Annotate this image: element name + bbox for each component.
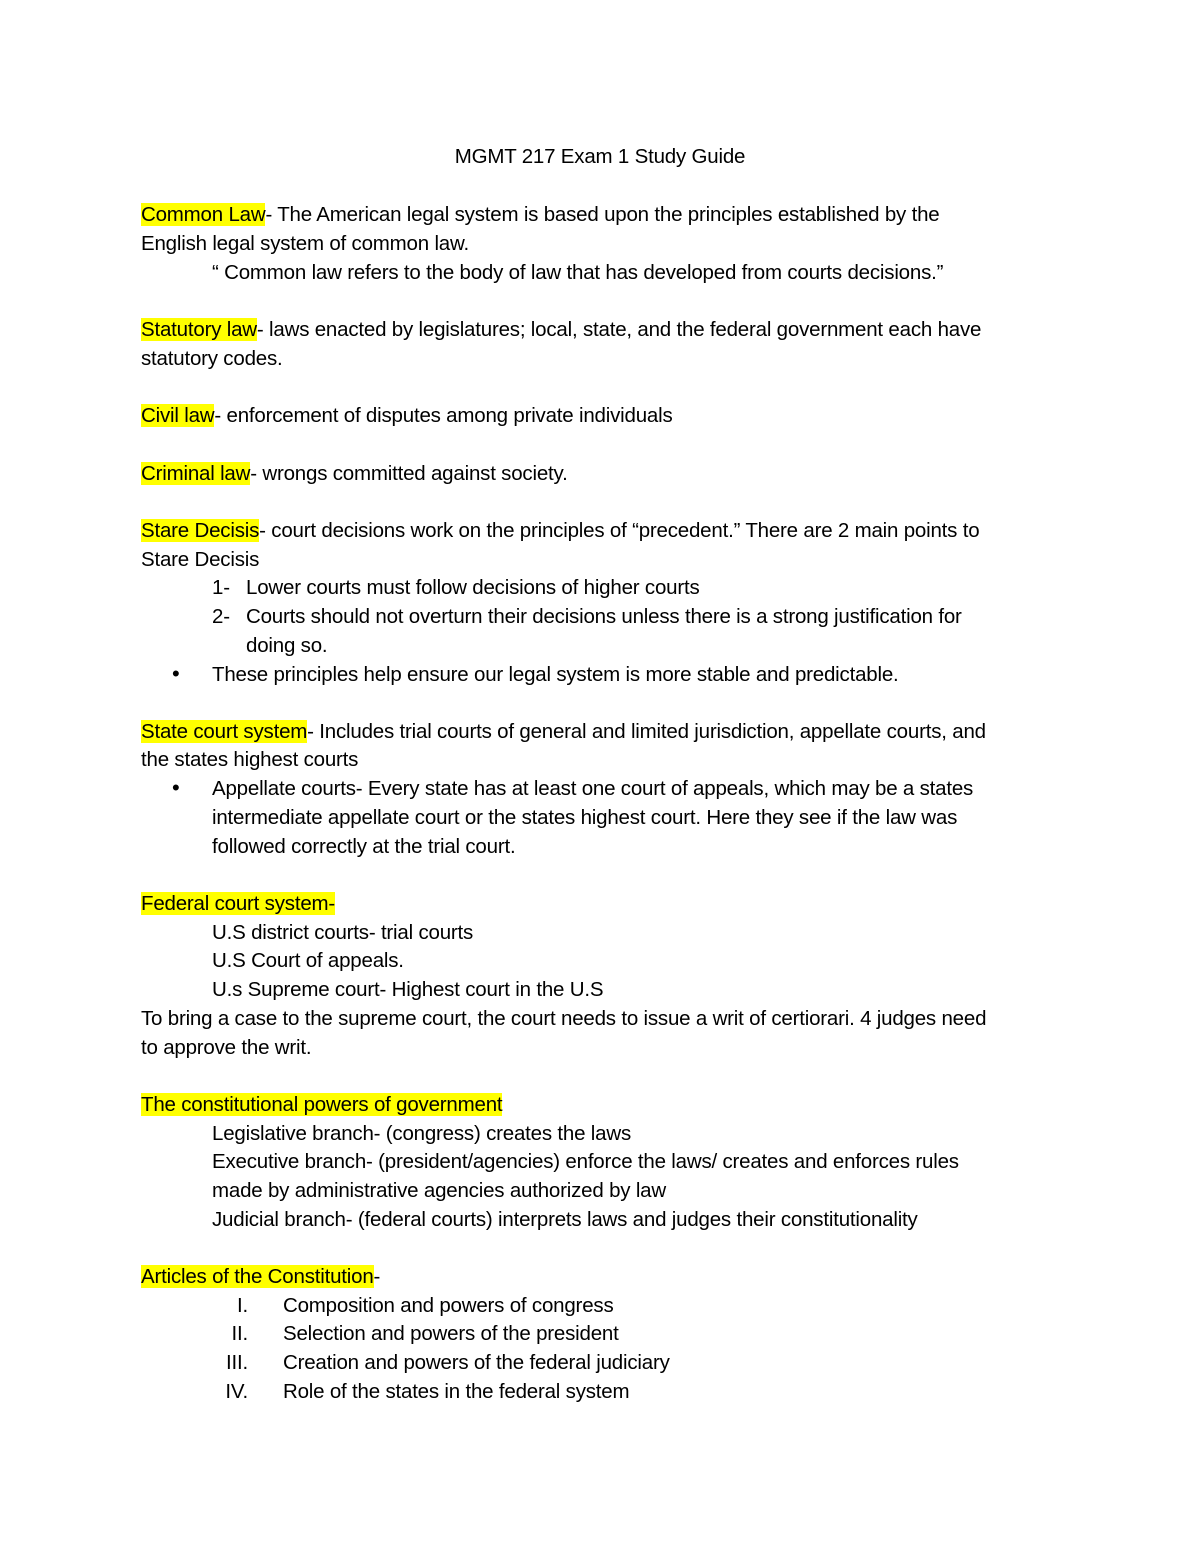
bullet-icon: • xyxy=(172,661,180,686)
page-title: MGMT 217 Exam 1 Study Guide xyxy=(454,145,746,168)
statutory-law-term: Statutory law xyxy=(141,318,257,341)
powers-line: Judicial branch- (federal courts) interprets laws and judges their constitutionality xyxy=(212,1208,918,1231)
roman-numeral: III. xyxy=(226,1351,248,1374)
article-item: Composition and powers of congress xyxy=(283,1294,614,1317)
criminal-law-line xyxy=(141,459,568,488)
list-item-continuation: doing so. xyxy=(246,634,328,657)
stare-decisis-term: Stare Decisis xyxy=(141,519,260,542)
state-court-term: State court system xyxy=(141,720,308,743)
common-law-definition: - The American legal system is based upon the principles established by the xyxy=(265,203,940,226)
powers-line: Legislative branch- (congress) creates the laws xyxy=(212,1122,632,1145)
powers-heading xyxy=(141,1090,502,1119)
list-number: 2- xyxy=(212,605,230,628)
bullet-text: These principles help ensure our legal system is more stable and predictable. xyxy=(212,663,899,686)
common-law-line-2: English legal system of common law. xyxy=(141,232,469,255)
roman-numeral: IV. xyxy=(225,1380,248,1403)
bullet-text: followed correctly at the trial court. xyxy=(212,835,516,858)
powers-line: Executive branch- (president/agencies) enforce the laws/ creates and enforces rules xyxy=(212,1150,959,1173)
articles-dash: - xyxy=(373,1265,381,1288)
statutory-law-line-1 xyxy=(141,315,981,344)
roman-numeral: I. xyxy=(237,1294,248,1317)
criminal-law-term: Criminal law xyxy=(141,462,251,485)
civil-law-definition: - enforcement of disputes among private individuals xyxy=(214,404,673,427)
article-item: Role of the states in the federal system xyxy=(283,1380,630,1403)
bullet-text: intermediate appellate court or the states highest court. Here they see if the law was xyxy=(212,806,958,829)
bullet-icon: • xyxy=(172,775,180,800)
state-court-definition: - Includes trial courts of general and limited jurisdiction, appellate courts, and xyxy=(307,720,986,743)
federal-court-item: U.s Supreme court- Highest court in the U.S xyxy=(212,978,604,1001)
roman-numeral: II. xyxy=(231,1322,248,1345)
stare-decisis-definition: - court decisions work on the principles of “precedent.” There are 2 main points to xyxy=(259,519,980,542)
stare-decisis-line-2: Stare Decisis xyxy=(141,548,260,571)
list-number: 1- xyxy=(212,576,230,599)
bullet-text: Appellate courts- Every state has at least one court of appeals, which may be a states xyxy=(212,777,974,800)
criminal-law-definition: - wrongs committed against society. xyxy=(250,462,568,485)
statutory-law-line-2: statutory codes. xyxy=(141,347,283,370)
federal-court-item: U.S district courts- trial courts xyxy=(212,921,474,944)
article-item: Selection and powers of the president xyxy=(283,1322,619,1345)
state-court-line-2: the states highest courts xyxy=(141,748,359,771)
list-item: Lower courts must follow decisions of higher courts xyxy=(246,576,700,599)
common-law-line-1 xyxy=(141,200,940,229)
articles-term: Articles of the Constitution xyxy=(141,1265,374,1288)
federal-court-heading xyxy=(141,889,335,918)
list-item: Courts should not overturn their decisions unless there is a strong justification for xyxy=(246,605,962,628)
state-court-line-1 xyxy=(141,717,986,746)
stare-decisis-line-1 xyxy=(141,516,979,545)
civil-law-line xyxy=(141,401,673,430)
powers-line: made by administrative agencies authorized by law xyxy=(212,1179,666,1202)
common-law-quote: “ Common law refers to the body of law that has developed from courts decisions.” xyxy=(212,261,944,284)
statutory-law-definition: - laws enacted by legislatures; local, state, and the federal government each have xyxy=(256,318,982,341)
common-law-term: Common Law xyxy=(141,203,266,226)
civil-law-term: Civil law xyxy=(141,404,215,427)
article-item: Creation and powers of the federal judiciary xyxy=(283,1351,670,1374)
federal-court-note-1: To bring a case to the supreme court, the court needs to issue a writ of certiorari. 4 judges need xyxy=(141,1007,987,1030)
federal-court-item: U.S Court of appeals. xyxy=(212,949,404,972)
powers-term: The constitutional powers of government xyxy=(141,1093,503,1116)
federal-court-note-2: to approve the writ. xyxy=(141,1036,312,1059)
articles-heading xyxy=(141,1262,380,1291)
federal-court-term: Federal court system- xyxy=(141,892,336,915)
